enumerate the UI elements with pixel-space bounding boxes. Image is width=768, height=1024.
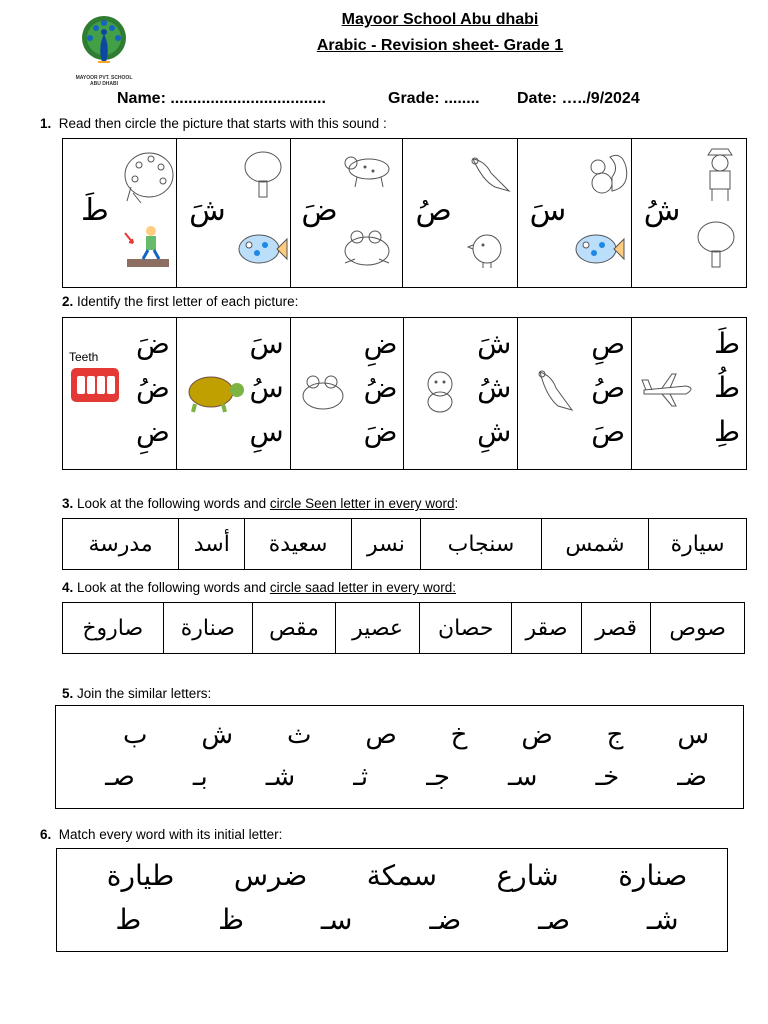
q6-word[interactable]: شارع <box>496 859 559 892</box>
turtle-picture[interactable] <box>183 370 245 414</box>
airplane-picture[interactable] <box>640 370 698 410</box>
q6-letter[interactable]: ظ <box>218 903 245 936</box>
q2-option[interactable]: شُ <box>477 371 512 404</box>
q5-row-initial <box>76 762 736 792</box>
q1-letter: طَ <box>81 193 109 228</box>
q6-row-words <box>77 859 717 892</box>
q1-letter: صُ <box>415 193 452 228</box>
frog-picture[interactable] <box>339 223 397 271</box>
q6-word[interactable]: صنارة <box>618 859 688 892</box>
q2-option[interactable]: طَ <box>714 327 740 360</box>
q1-letter: شَ <box>189 193 226 228</box>
police-officer-picture[interactable] <box>698 145 742 205</box>
q2-option[interactable]: شَ <box>477 327 512 360</box>
q2-cell <box>176 318 290 470</box>
q2-option[interactable]: صِ <box>591 327 626 360</box>
q1-instruction: 1. Read then circle the picture that starts with this sound : <box>40 116 387 131</box>
q5-letter[interactable]: صـ <box>105 762 135 792</box>
q1-cell <box>291 139 403 288</box>
lion-cub-picture[interactable] <box>418 368 462 416</box>
q3-word[interactable]: شمس <box>541 519 648 570</box>
q4-word[interactable]: حصان <box>420 603 512 654</box>
q2-option[interactable]: سِ <box>249 415 284 448</box>
q5-letter[interactable]: ج <box>606 720 624 750</box>
q2-cell <box>632 318 747 470</box>
q5-letter[interactable]: خ <box>450 720 468 750</box>
q4-word[interactable]: صقر <box>512 603 582 654</box>
q4-word[interactable]: عصير <box>335 603 419 654</box>
q1-letter: شُ <box>643 193 681 228</box>
q5-instruction: 5. Join the similar letters: <box>62 686 212 701</box>
school-name: Mayoor School Abu dhabi <box>341 11 539 28</box>
tree-picture[interactable] <box>694 219 738 271</box>
q6-row-letters <box>77 903 717 936</box>
frog-picture[interactable] <box>297 368 349 414</box>
fish-picture[interactable] <box>572 225 628 271</box>
falcon-picture[interactable] <box>532 366 578 416</box>
q4-word[interactable]: صاروخ <box>63 603 164 654</box>
q3-word[interactable]: سنجاب <box>421 519 542 570</box>
q5-letter[interactable]: ض <box>521 720 553 750</box>
q5-box <box>55 705 744 809</box>
q2-option[interactable]: ضُ <box>135 371 170 404</box>
q1-cell <box>517 139 631 288</box>
q6-word[interactable]: ضرس <box>233 859 308 892</box>
q2-options <box>364 322 398 454</box>
q1-cell <box>631 139 746 288</box>
q1-letter: سَ <box>529 193 567 228</box>
peacock-picture[interactable] <box>121 147 177 207</box>
q5-letter[interactable]: ش <box>201 720 234 750</box>
q2-options <box>714 322 740 454</box>
q3-word[interactable]: مدرسة <box>63 519 179 570</box>
q2-option[interactable]: ضَ <box>135 327 170 360</box>
q6-box <box>56 848 728 952</box>
q2-cell <box>290 318 404 470</box>
q6-letter[interactable]: ط <box>115 903 142 936</box>
q2-option[interactable]: ضُ <box>363 371 398 404</box>
q2-cell <box>404 318 518 470</box>
q3-word[interactable]: سيارة <box>649 519 747 570</box>
q2-option[interactable]: ضَ <box>363 415 398 448</box>
q2-option[interactable]: سَ <box>249 327 284 360</box>
q2-option[interactable]: ضِ <box>135 415 170 448</box>
q2-option[interactable]: صَ <box>591 415 626 448</box>
q1-letter: ضَ <box>301 193 338 228</box>
q1-cell <box>403 139 517 288</box>
name-field: Name: ................................... <box>117 90 326 107</box>
q4-word[interactable]: مقص <box>253 603 336 654</box>
q3-word[interactable]: أسد <box>179 519 245 570</box>
q6-letter[interactable]: شـ <box>646 903 679 936</box>
q3-word-table <box>62 518 747 570</box>
q2-options <box>136 322 170 454</box>
q2-option[interactable]: شِ <box>477 415 512 448</box>
falcon-picture[interactable] <box>465 151 513 197</box>
fish-picture[interactable] <box>235 225 289 271</box>
logo-text: MAYOOR PVT. SCHOOL <box>75 75 133 81</box>
boy-jumping-picture[interactable] <box>121 223 173 273</box>
q2-option[interactable]: طُ <box>714 371 740 404</box>
q4-word[interactable]: صوص <box>651 603 745 654</box>
q5-letter[interactable]: شـ <box>265 762 296 792</box>
teeth-picture[interactable] <box>71 368 119 402</box>
q2-cell <box>63 318 177 470</box>
q6-word[interactable]: سمكة <box>366 859 437 892</box>
logo-subtext: ABU DHABI <box>89 81 119 87</box>
q1-table <box>62 138 747 288</box>
q5-letter[interactable]: ضـ <box>677 762 707 792</box>
q2-instruction: 2. Identify the first letter of each picture: <box>62 294 299 309</box>
q4-word[interactable]: قصر <box>581 603 650 654</box>
q3-instruction: 3. Look at the following words and circle Seen letter in every word: <box>62 496 459 511</box>
q5-letter[interactable]: ث <box>286 720 312 750</box>
q1-cell <box>177 139 291 288</box>
q6-word[interactable]: طيارة <box>106 859 175 892</box>
q5-letter[interactable]: ثـ <box>353 762 369 792</box>
q1-cell <box>63 139 177 288</box>
teeth-label: Teeth <box>69 350 99 364</box>
q5-letter[interactable]: جـ <box>426 762 450 792</box>
sheet-title: Arabic - Revision sheet- Grade 1 <box>316 37 564 54</box>
tree-picture[interactable] <box>241 149 285 201</box>
q2-table <box>62 317 747 470</box>
q2-option[interactable]: سُ <box>249 371 284 404</box>
q5-letter[interactable]: سـ <box>508 762 538 792</box>
q4-word[interactable]: صنارة <box>163 603 253 654</box>
q2-option[interactable]: صُ <box>591 371 626 404</box>
q5-letter[interactable]: بـ <box>192 762 208 792</box>
q4-instruction: 4. Look at the following words and circle saad letter in every word: <box>62 580 456 595</box>
q2-cell <box>518 318 632 470</box>
q2-option[interactable]: ضِ <box>363 327 398 360</box>
squirrel-picture[interactable] <box>582 147 630 197</box>
q6-letter[interactable]: ضـ <box>429 903 462 936</box>
q5-letter[interactable]: ص <box>365 720 397 750</box>
q5-letter[interactable]: ب <box>123 720 148 750</box>
q2-option[interactable]: طِ <box>714 415 740 448</box>
q3-word[interactable]: نسر <box>351 519 420 570</box>
q6-letter[interactable]: صـ <box>538 903 571 936</box>
q3-word[interactable]: سعيدة <box>245 519 352 570</box>
q5-row-isolated <box>96 720 736 750</box>
q2-options <box>591 322 625 454</box>
q6-letter[interactable]: سـ <box>320 903 353 936</box>
grade-field: Grade: ........ <box>388 90 480 107</box>
q6-instruction: 6. Match every word with its initial letter: <box>40 827 283 842</box>
q4-word-table <box>62 602 745 654</box>
hyena-picture[interactable] <box>341 149 397 189</box>
q5-letter[interactable]: س <box>677 720 710 750</box>
q2-options <box>477 322 511 454</box>
date-field: Date: …../9/2024 <box>517 90 640 107</box>
q5-letter[interactable]: خـ <box>595 762 620 792</box>
chick-picture[interactable] <box>467 227 509 269</box>
q2-options <box>249 322 283 454</box>
